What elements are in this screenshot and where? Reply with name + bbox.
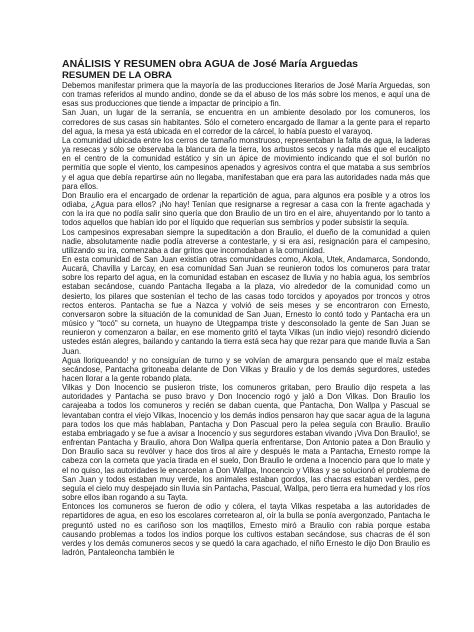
document-title: ANÁLISIS Y RESUMEN obra AGUA de José María Arguedas [62, 58, 359, 70]
paragraph: Don Braulio era el encargado de ordenar la repartición de agua, para algunos era posible y a otros los odiaba, ¿Agua para ellos? ¡No hay! Tenían que resignarse a regresar a casa con la frente agachada y con la ira que no podía salir sino quería que don Braulio de un tiro en el aire, ahuyentando por lo tanto a todos aquellos que habían ido por el líquido que requerían sus sembríos y poder subsistir la sequía. [62, 190, 430, 228]
paragraph: En esta comunidad de San Juan existían otras comunidades como, Akola, Utek, Andamarca, Sondondo, Aucará, Chavilla y Larcay, en esa comunidad San Juan se reunieron todos los comuneros para tratar sobre los reparto del agua, en la comunidad estaban en escasez de lluvia y no había agua, los sembríos estaban secándose, cuando Pantacha llegaba a la plaza, vio alrededor de la comunidad como un desierto, los pilares que sostenían el techo de las casas todo torcidos y apoyados por troncos y otros rectos enteros. Pantacha se fue a Nazca y volvió de seis meses y se encontraron con Ernesto, conversaron sobre la situación de la comunidad de San Juan, Ernesto lo contó todo y Pantacha era un músico y "tocó" su corneta, un huayno de Utegpampa triste y desconsolado la gente de San Juan se reunieron y comenzaron a bailar, en ese momento gritó el tayta Vilkas (un indio viejo) resondró diciendo ustedes están alegres, bailando y cantando la tierra está seca hay que rezar para que mande lluvia a San Juan. [62, 254, 430, 356]
paragraph: Vilkas y Don Inocencio se pusieron triste, los comuneros gritaban, pero Braulio dijo respeta a las autoridades y Pantacha se puso bravo y Don Inocencio rogó y jaló a Don Vilkas. Don Braulio los carajeaba a todos los comuneros y recién se daban cuenta, que Pantacha, Don Wallpa y Pascual se levantaban contra el viejo Vilkas, Inocencio y los demás indios pensaron hay que sacar agua de la laguna para todos los que más hablaban, Pantacha y Don Pascual pero la pelea seguía con Braulio. Braulio estaba embriagado y se fue a avisar a Inocencio y sus segurdores estaban vivando ¡Viva Don Braulio!, se enfrentan Pantacha y Braulio, ahora Don Wallpa quería enfrentarse, Don Antonio patea a Don Braulio y Don Braulio saca su revólver y hace dos tiros al aire y después le mata a Pantacha, Ernesto rompe la cabeza con la corneta que yacía tirada en el suelo, Don Braulio le ordena a Inocencio para que lo mate y el no quiso, las autoridades le encarcelan a Don Wallpa, Inocencio y Vilkas y se solucionó el problema de San Juan y todos estaban muy verde, los animales estaban gordos, las chacras estaban verdes, pero seguía el cielo muy despejado sin lluvia sin Pantacha, Pascual, Wallpa, pero tierra era humedad y los ríos sobre ellos iban rogando a su Tayta. [62, 383, 430, 503]
paragraph: Agua lloriqueando! y no consiguían de turno y se volvían de amargura pensando que el maíz estaba secándose, Pantacha gritoneaba delante de Don Vilkas y Braulio y de los demás segurdores, ustedes hacen llorar a la gente robando plata. [62, 355, 430, 383]
document-body [62, 81, 430, 557]
paragraph: Entonces los comuneros se fueron de odio y cólera, el tayta Vilkas respetaba a las autoridades de repartidores de agua, en eso los escolares corretearon al, oír la bulla se ponía avergonzado, Pantacha le preguntó usted no es cariñoso son los maqtillos, Ernesto miró a Braulio con rabia porque estaba causando problemas a todos los indios porque los cultivos estaban secándose, sus chacras de él son verdes y los demás comuneros secos y se quedó la cara agachado, el niño Ernesto le dijo Don Braulio es ladrón, Pantaleoncha también le [62, 502, 430, 557]
paragraph: Debemos manifestar primera que la mayoría de las producciones literarios de José María Arguedas, son con tramas referidos al mundo andino, donde se da el abuso de los más sobre los menos, e aquí una de esas sus producciones que tiende a impactar de principio a fin. [62, 81, 430, 109]
paragraph: San Juan, un lugar de la serranía, se encuentra en un ambiente desolado por los comuneros, los corredores de sus casas sin habitantes. Sólo el cornetero encargado de llamar a la gente para el reparto del agua, la mesa ya está ubicada en el corredor de la cárcel, lo había puesto el varayoq. [62, 108, 430, 136]
paragraph: Los campesinos expresaban siempre la supeditación a don Braulio, el dueño de la comunidad a quien nadie, absolutamente nadie podía atreverse a contestarle, y si era así, resignación para el campesino, utilizando su ira, comenzaba a dar gritos que incomodaban a la comunidad. [62, 227, 430, 255]
document-page [62, 58, 430, 557]
paragraph: La comunidad ubicada entre los cerros de tamaño monstruoso, representaban la falta de agua, la laderas ya resecas y sólo se observaba la blancura de la tierra, los arbustos secos y nada más que el eucalipto en el centro de la comunidad estático y sin un ápice de movimiento indicando que el sol burlón no permitía que sople el viento, los campesinos apenados y agresivos contra el que mataba a sus sembríos y el agua que debía repartirse aún no llegaba, manifestaban que era para las autoridades nada más que para ellos. [62, 135, 430, 191]
document-subtitle: RESUMEN DE LA OBRA [62, 70, 172, 81]
